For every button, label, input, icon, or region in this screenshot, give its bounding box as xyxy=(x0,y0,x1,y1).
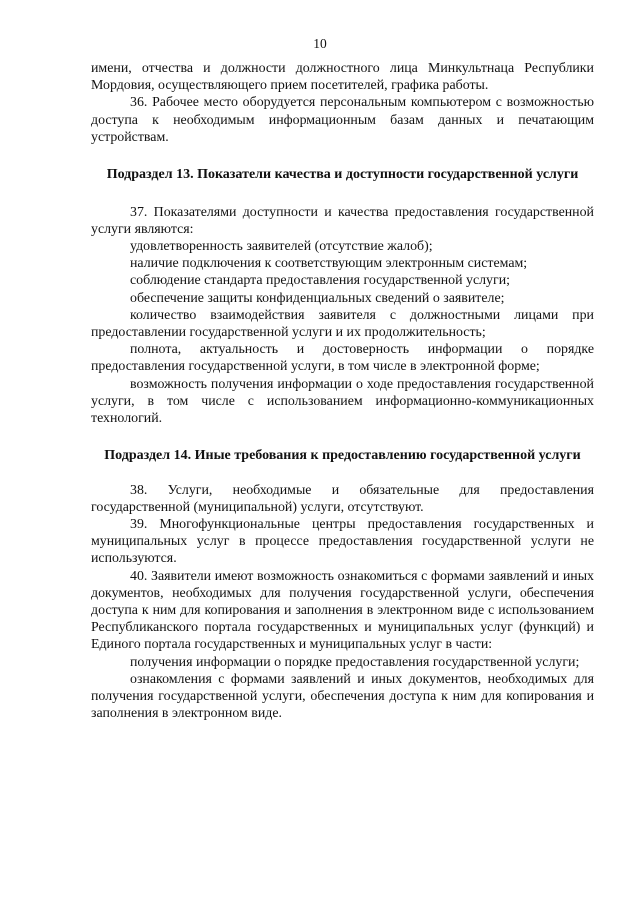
paragraph: 37. Показателями доступности и качества предоставления государственной услуги являются: xyxy=(91,204,594,237)
section-heading-13: Подраздел 13. Показатели качества и доступности государственной услуги xyxy=(106,167,579,183)
list-item: наличие подключения к соответствующим электронным системам; xyxy=(130,256,528,272)
list-item: соблюдение стандарта предоставления государственной услуги; xyxy=(130,273,510,289)
paragraph: 36. Рабочее место оборудуется персональным компьютером с возможностью доступа к необходимым информационным базам данных и печатающим устройствам. xyxy=(91,95,594,145)
paragraph: имени, отчества и должности должностного лица Минкультнаца Республики Мордовия, осуществляющего прием посетителей, графика работы. xyxy=(91,61,594,94)
paragraph: 40. Заявители имеют возможность ознакомиться с формами заявлений и иных документов, необходимых для получения государственной услуги, обеспечения доступа к ним для копирования и заполнения в электронном виде с использованием Республиканского портала государственных и муниципальных услуг (функций) и Единого портала государственных и муниципальных услуг в части: xyxy=(91,568,594,653)
section-heading-14: Подраздел 14. Иные требования к предоставлению государственной услуги xyxy=(104,448,581,464)
list-item: обеспечение защиты конфиденциальных сведений о заявителе; xyxy=(130,290,505,306)
page-number: 10 xyxy=(313,36,327,51)
list-item: получения информации о порядке предоставления государственной услуги; xyxy=(130,654,580,670)
list-item: полнота, актуальность и достоверность информации о порядке предоставления государственной услуги, в том числе в электронной форме; xyxy=(91,342,594,375)
list-item: удовлетворенность заявителей (отсутствие жалоб); xyxy=(130,238,433,254)
document-body xyxy=(91,60,594,723)
paragraph: 38. Услуги, необходимые и обязательные для предоставления государственной (муниципальной) услуги, отсутствуют. xyxy=(91,482,594,515)
paragraph: 39. Многофункциональные центры предоставления государственных и муниципальных услуг в процессе предоставления государственной услуги не используются. xyxy=(91,517,594,567)
list-item: ознакомления с формами заявлений и иных документов, необходимых для получения государственной услуги, обеспечения доступа к ним для копирования и заполнения в электронном виде. xyxy=(91,671,594,722)
list-item: возможность получения информации о ходе предоставления государственной услуги, в том числе с использованием информационно-коммуникационных технологий. xyxy=(91,376,594,426)
list-item: количество взаимодействия заявителя с должностными лицами при предоставлении государственной услуги и их продолжительность; xyxy=(91,307,594,340)
